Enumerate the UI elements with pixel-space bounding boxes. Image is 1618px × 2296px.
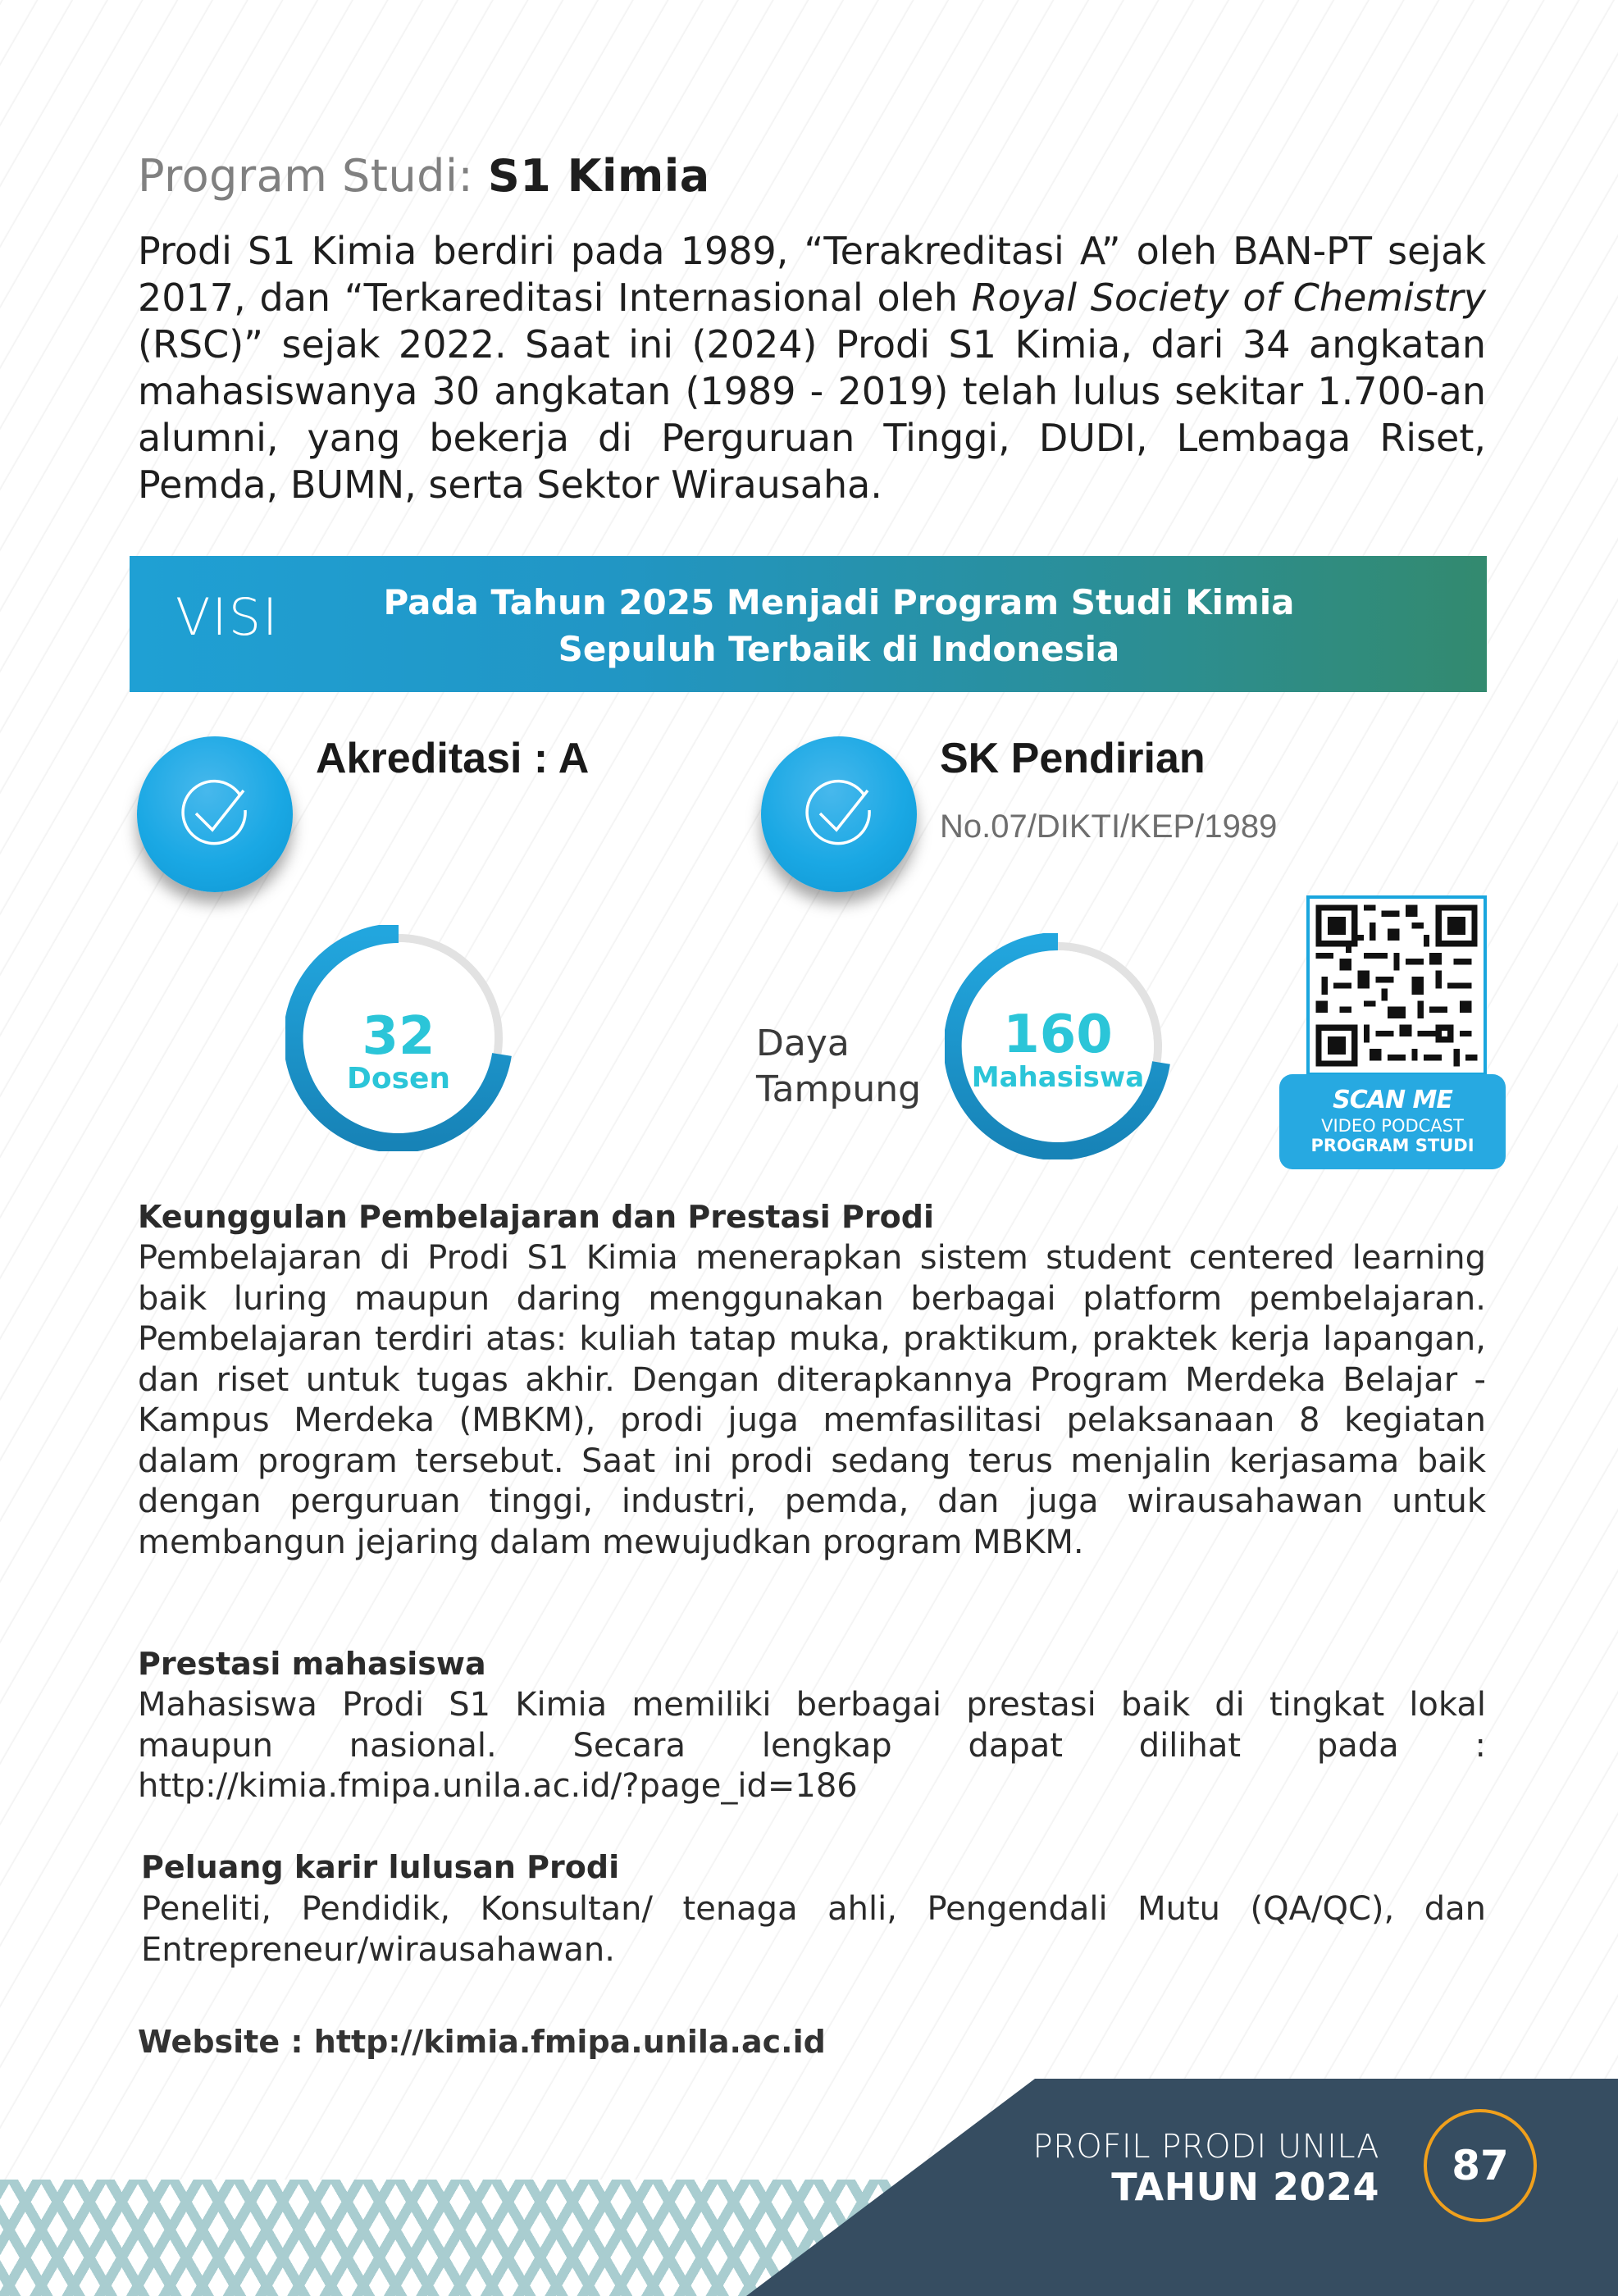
section-heading-prestasi: Prestasi mahasiswa <box>138 1646 486 1682</box>
akreditasi-check-badge <box>137 736 293 892</box>
section-body-prestasi: Mahasiswa Prodi S1 Kimia memiliki berbagai prestasi baik di tingkat lokal maupun nasional. Secara lengkap dapat dilihat pada : http://kimia.fmipa.unila.ac.id/?page_id=186 <box>138 1686 1486 1805</box>
check-circle-icon <box>802 777 876 851</box>
section-heading-karir: Peluang karir lulusan Prodi <box>141 1849 620 1885</box>
video-podcast-label: VIDEO PODCAST <box>1321 1116 1464 1136</box>
intro-text-2: (RSC)” sejak 2022. Saat ini (2024) Prodi S1 Kimia, dari 34 angkatan mahasiswanya 30 angkatan (1989 - 2019) telah lulus sekitar 1.700-an alumni, yang bekerja di Perguruan Tinggi, DUDI, Lembaga Riset, Pemda, BUMN, serta Sektor Wirausaha. <box>138 322 1486 507</box>
daya-tampung-label: Mahasiswa <box>971 1061 1145 1094</box>
daya-tampung-count: 160 <box>1003 1004 1113 1065</box>
akreditasi-title: Akreditasi : A <box>316 735 590 782</box>
visi-line-1: Pada Tahun 2025 Menjadi Program Studi Kimia <box>383 582 1295 622</box>
sk-pendirian-title: SK Pendirian <box>940 735 1206 782</box>
visi-banner <box>130 556 1487 692</box>
intro-italic: Royal Society of Chemistry <box>971 276 1487 320</box>
intro-text-1: Prodi S1 Kimia berdiri pada 1989, “Terakreditasi A” oleh BAN-PT sejak 2017, dan “Terkareditasi Internasional oleh <box>138 229 1486 320</box>
section-body-karir: Peneliti, Pendidik, Konsultan/ tenaga ahli, Pengendali Mutu (QA/QC), dan Entrepreneur/wirausahawan. <box>141 1890 1486 1969</box>
visi-statement <box>359 579 1319 672</box>
daya-tampung-ring <box>945 933 1171 1159</box>
page-number: 87 <box>1452 2142 1509 2189</box>
qr-caption-card <box>1279 1074 1506 1169</box>
dosen-ring <box>285 925 512 1151</box>
page-title <box>138 148 710 205</box>
daya-line-1: Daya <box>756 1023 850 1064</box>
sk-check-badge <box>761 736 917 892</box>
visi-label: VISI <box>175 587 280 647</box>
sk-pendirian-number: No.07/DIKTI/KEP/1989 <box>940 809 1278 845</box>
title-prefix: Program Studi: <box>138 150 488 202</box>
visi-line-2: Sepuluh Terbaik di Indonesia <box>558 629 1120 669</box>
page-number-badge <box>1424 2109 1537 2222</box>
qr-code[interactable] <box>1306 895 1487 1076</box>
footer-line-2: TAHUN 2024 <box>1111 2165 1379 2209</box>
section-body-keunggulan: Pembelajaran di Prodi S1 Kimia menerapkan sistem student centered learning baik luring maupun daring menggunakan berbagai platform pembelajaran. Pembelajaran terdiri atas: kuliah tatap muka, praktikum, praktek kerja lapangan, dan riset untuk tugas akhir. Dengan diterapkannya Program Merdeka Belajar - Kampus Merdeka (MBKM), prodi juga memfasilitasi pelaksanaan 8 kegiatan dalam program tersebut. Saat ini prodi sedang terus menjalin kerjasama baik dengan perguruan tinggi, industri, pemda, dan juga wirausahawan untuk membangun jejaring dalam mewujudkan program MBKM. <box>138 1239 1486 1561</box>
program-name: S1 Kimia <box>487 150 710 202</box>
daya-tampung-caption <box>756 1021 921 1113</box>
check-circle-icon <box>178 777 252 851</box>
intro-paragraph <box>138 228 1486 508</box>
footer-line-1: PROFIL PRODI UNILA <box>1032 2128 1379 2166</box>
dosen-label: Dosen <box>346 1062 451 1096</box>
dosen-count: 32 <box>362 1006 435 1067</box>
program-studi-label: PROGRAM STUDI <box>1310 1136 1474 1155</box>
website-link[interactable]: Website : http://kimia.fmipa.unila.ac.id <box>138 2024 826 2060</box>
qr-code-icon <box>1310 899 1484 1073</box>
section-heading-keunggulan: Keunggulan Pembelajaran dan Prestasi Prodi <box>138 1199 934 1235</box>
daya-line-2: Tampung <box>756 1068 922 1110</box>
scan-me-label: SCAN ME <box>1333 1086 1452 1114</box>
